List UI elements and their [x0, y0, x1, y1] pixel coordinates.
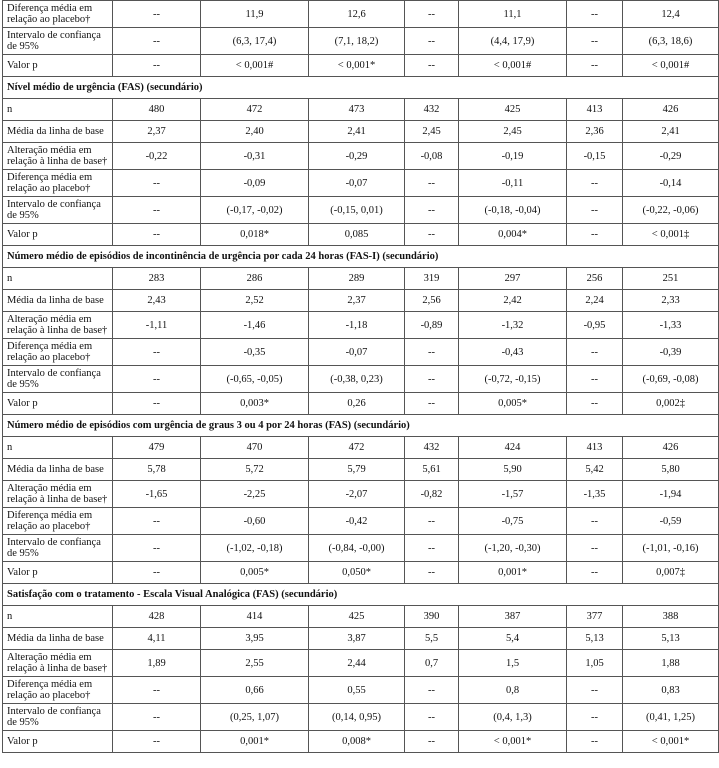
row-label: Média da linha de base — [3, 290, 113, 312]
table-cell: < 0,001* — [309, 55, 405, 77]
table-cell: -- — [567, 55, 623, 77]
table-cell: -- — [113, 366, 201, 393]
table-cell: -- — [567, 677, 623, 704]
table-cell: (0,25, 1,07) — [201, 704, 309, 731]
section-header-row — [3, 415, 719, 437]
table-cell: 377 — [567, 606, 623, 628]
table-cell: 2,45 — [405, 121, 459, 143]
section-title: Número médio de episódios de incontinência de urgência por cada 24 horas (FAS-I) (secundário) — [3, 246, 719, 268]
table-cell: -0,60 — [201, 508, 309, 535]
table-cell: 5,90 — [459, 459, 567, 481]
row-label: Valor p — [3, 55, 113, 77]
table-cell: 425 — [309, 606, 405, 628]
table-cell: 1,88 — [623, 650, 719, 677]
table-cell: -0,11 — [459, 170, 567, 197]
table-cell: 0,66 — [201, 677, 309, 704]
table-cell: -- — [567, 339, 623, 366]
table-cell: 0,005* — [459, 393, 567, 415]
table-cell: -- — [567, 704, 623, 731]
table-cell: -0,29 — [309, 143, 405, 170]
table-cell: -1,11 — [113, 312, 201, 339]
table-cell: -- — [405, 535, 459, 562]
table-cell: -0,31 — [201, 143, 309, 170]
table-cell: -0,19 — [459, 143, 567, 170]
row-label: Diferença média em relação ao placebo† — [3, 677, 113, 704]
table-cell: -0,42 — [309, 508, 405, 535]
table-cell: 5,78 — [113, 459, 201, 481]
table-cell: -0,15 — [567, 143, 623, 170]
table-cell: 2,43 — [113, 290, 201, 312]
section-header-row — [3, 77, 719, 99]
table-cell: 413 — [567, 437, 623, 459]
table-row-intervalo-de-confianca-de-95 — [3, 535, 719, 562]
table-cell: 472 — [201, 99, 309, 121]
table-cell: < 0,001# — [623, 55, 719, 77]
table-cell: -0,95 — [567, 312, 623, 339]
row-label: Média da linha de base — [3, 628, 113, 650]
table-cell: < 0,001# — [459, 55, 567, 77]
table-cell: -- — [113, 393, 201, 415]
table-cell: -- — [567, 1, 623, 28]
table-cell: (-0,15, 0,01) — [309, 197, 405, 224]
table-cell: (-0,38, 0,23) — [309, 366, 405, 393]
section-title: Satisfação com o tratamento - Escala Visual Analógica (FAS) (secundário) — [3, 584, 719, 606]
table-cell: < 0,001# — [201, 55, 309, 77]
table-row-alteracao-media-em-relacao-a-linha-de-base — [3, 650, 719, 677]
table-cell: (-0,69, -0,08) — [623, 366, 719, 393]
table-cell: (7,1, 18,2) — [309, 28, 405, 55]
results-table — [2, 0, 719, 753]
table-cell: -1,18 — [309, 312, 405, 339]
table-cell: -0,39 — [623, 339, 719, 366]
table-cell: -1,57 — [459, 481, 567, 508]
table-cell: 388 — [623, 606, 719, 628]
table-cell: 428 — [113, 606, 201, 628]
table-cell: 251 — [623, 268, 719, 290]
section-title: Número médio de episódios com urgência de graus 3 ou 4 por 24 horas (FAS) (secundário) — [3, 415, 719, 437]
table-row-media-da-linha-de-base — [3, 459, 719, 481]
table-cell: -0,09 — [201, 170, 309, 197]
table-cell: 11,1 — [459, 1, 567, 28]
table-cell: 12,6 — [309, 1, 405, 28]
table-cell: -- — [567, 28, 623, 55]
row-label: Alteração média em relação à linha de base† — [3, 143, 113, 170]
table-cell: 1,05 — [567, 650, 623, 677]
table-cell: 283 — [113, 268, 201, 290]
row-label: n — [3, 268, 113, 290]
table-cell: 2,55 — [201, 650, 309, 677]
table-cell: 432 — [405, 437, 459, 459]
table-body — [3, 1, 719, 753]
table-cell: 3,95 — [201, 628, 309, 650]
table-cell: 390 — [405, 606, 459, 628]
table-row-diferenca-media-em-relacao-ao-placebo — [3, 339, 719, 366]
table-row-diferenca-media-em-relacao-ao-placebo — [3, 170, 719, 197]
table-cell: (0,14, 0,95) — [309, 704, 405, 731]
table-cell: -- — [113, 562, 201, 584]
table-cell: < 0,001* — [623, 731, 719, 753]
table-cell: -- — [567, 366, 623, 393]
table-row-intervalo-de-confianca-de-95 — [3, 704, 719, 731]
table-cell: 414 — [201, 606, 309, 628]
section-header-row — [3, 246, 719, 268]
table-cell: -0,22 — [113, 143, 201, 170]
row-label: Diferença média em relação ao placebo† — [3, 508, 113, 535]
table-cell: (-0,72, -0,15) — [459, 366, 567, 393]
table-cell: -- — [405, 393, 459, 415]
table-cell: -- — [405, 366, 459, 393]
table-cell: -- — [405, 224, 459, 246]
table-row-n — [3, 268, 719, 290]
table-cell: 0,002‡ — [623, 393, 719, 415]
table-cell: -- — [113, 731, 201, 753]
table-cell: 0,7 — [405, 650, 459, 677]
table-cell: -- — [405, 731, 459, 753]
table-cell: -1,33 — [623, 312, 719, 339]
table-cell: -- — [405, 1, 459, 28]
table-cell: (0,4, 1,3) — [459, 704, 567, 731]
table-cell: -- — [405, 28, 459, 55]
table-cell: 2,42 — [459, 290, 567, 312]
table-cell: -- — [567, 731, 623, 753]
table-cell: -1,65 — [113, 481, 201, 508]
table-cell: 0,085 — [309, 224, 405, 246]
table-row-n — [3, 99, 719, 121]
table-cell: 2,36 — [567, 121, 623, 143]
table-cell: -- — [405, 339, 459, 366]
table-cell: (0,41, 1,25) — [623, 704, 719, 731]
table-cell: -- — [567, 562, 623, 584]
table-cell: 0,004* — [459, 224, 567, 246]
table-cell: 3,87 — [309, 628, 405, 650]
row-label: Intervalo de confiança de 95% — [3, 704, 113, 731]
table-cell: 426 — [623, 99, 719, 121]
table-row-valor-p — [3, 224, 719, 246]
table-cell: -- — [405, 170, 459, 197]
table-row-intervalo-de-confianca-de-95 — [3, 28, 719, 55]
table-cell: -- — [405, 562, 459, 584]
table-row-alteracao-media-em-relacao-a-linha-de-base — [3, 143, 719, 170]
table-cell: 0,001* — [201, 731, 309, 753]
row-label: Média da linha de base — [3, 459, 113, 481]
table-cell: 0,007‡ — [623, 562, 719, 584]
row-label: Média da linha de base — [3, 121, 113, 143]
table-cell: -- — [567, 170, 623, 197]
table-cell: -- — [113, 339, 201, 366]
table-cell: 5,61 — [405, 459, 459, 481]
table-cell: 2,45 — [459, 121, 567, 143]
table-cell: 5,79 — [309, 459, 405, 481]
row-label: Diferença média em relação ao placebo† — [3, 1, 113, 28]
table-cell: 0,001* — [459, 562, 567, 584]
table-cell: -0,07 — [309, 339, 405, 366]
table-row-diferenca-media-em-relacao-ao-placebo — [3, 677, 719, 704]
table-cell: 5,5 — [405, 628, 459, 650]
table-cell: 479 — [113, 437, 201, 459]
table-cell: 413 — [567, 99, 623, 121]
table-cell: 12,4 — [623, 1, 719, 28]
table-cell: -- — [113, 535, 201, 562]
row-label: Valor p — [3, 562, 113, 584]
table-cell: -1,94 — [623, 481, 719, 508]
table-row-media-da-linha-de-base — [3, 290, 719, 312]
table-row-diferenca-media-em-relacao-ao-placebo — [3, 1, 719, 28]
table-cell: -- — [405, 55, 459, 77]
table-cell: -- — [405, 197, 459, 224]
table-cell: 0,018* — [201, 224, 309, 246]
table-cell: 480 — [113, 99, 201, 121]
table-cell: 0,008* — [309, 731, 405, 753]
row-label: Alteração média em relação à linha de base† — [3, 650, 113, 677]
table-cell: -- — [405, 704, 459, 731]
table-cell: (-0,22, -0,06) — [623, 197, 719, 224]
table-cell: (6,3, 18,6) — [623, 28, 719, 55]
table-cell: (-0,84, -0,00) — [309, 535, 405, 562]
table-cell: 2,40 — [201, 121, 309, 143]
table-cell: 0,83 — [623, 677, 719, 704]
table-cell: 5,80 — [623, 459, 719, 481]
table-cell: 2,24 — [567, 290, 623, 312]
table-cell: 470 — [201, 437, 309, 459]
table-cell: -- — [567, 393, 623, 415]
table-cell: 0,050* — [309, 562, 405, 584]
row-label: n — [3, 606, 113, 628]
section-title: Nível médio de urgência (FAS) (secundário) — [3, 77, 719, 99]
table-cell: -- — [567, 535, 623, 562]
row-label: Valor p — [3, 393, 113, 415]
table-cell: 0,8 — [459, 677, 567, 704]
table-cell: 424 — [459, 437, 567, 459]
table-cell: 473 — [309, 99, 405, 121]
table-row-intervalo-de-confianca-de-95 — [3, 197, 719, 224]
table-cell: (-1,20, -0,30) — [459, 535, 567, 562]
table-cell: 2,56 — [405, 290, 459, 312]
table-cell: -0,89 — [405, 312, 459, 339]
row-label: Valor p — [3, 731, 113, 753]
table-cell: (-0,18, -0,04) — [459, 197, 567, 224]
table-cell: 5,13 — [567, 628, 623, 650]
table-cell: 0,005* — [201, 562, 309, 584]
table-cell: -- — [113, 1, 201, 28]
table-cell: -0,14 — [623, 170, 719, 197]
table-cell: -- — [113, 508, 201, 535]
row-label: Intervalo de confiança de 95% — [3, 28, 113, 55]
table-cell: (-1,02, -0,18) — [201, 535, 309, 562]
row-label: Diferença média em relação ao placebo† — [3, 170, 113, 197]
table-cell: -- — [567, 508, 623, 535]
table-cell: -0,29 — [623, 143, 719, 170]
table-row-n — [3, 437, 719, 459]
table-cell: -- — [567, 224, 623, 246]
table-row-intervalo-de-confianca-de-95 — [3, 366, 719, 393]
table-cell: (-1,01, -0,16) — [623, 535, 719, 562]
table-row-alteracao-media-em-relacao-a-linha-de-base — [3, 312, 719, 339]
table-row-n — [3, 606, 719, 628]
table-cell: 2,41 — [623, 121, 719, 143]
table-cell: -- — [113, 704, 201, 731]
table-row-valor-p — [3, 562, 719, 584]
table-cell: 472 — [309, 437, 405, 459]
table-cell: -- — [405, 677, 459, 704]
table-cell: -- — [113, 28, 201, 55]
table-cell: 5,4 — [459, 628, 567, 650]
table-row-valor-p — [3, 393, 719, 415]
table-cell: 5,13 — [623, 628, 719, 650]
table-cell: -1,35 — [567, 481, 623, 508]
table-cell: < 0,001‡ — [623, 224, 719, 246]
table-cell: -1,32 — [459, 312, 567, 339]
table-cell: 0,55 — [309, 677, 405, 704]
table-cell: -1,46 — [201, 312, 309, 339]
table-cell: 289 — [309, 268, 405, 290]
table-cell: 286 — [201, 268, 309, 290]
table-cell: 2,44 — [309, 650, 405, 677]
row-label: n — [3, 99, 113, 121]
row-label: Intervalo de confiança de 95% — [3, 366, 113, 393]
row-label: Valor p — [3, 224, 113, 246]
table-cell: -0,82 — [405, 481, 459, 508]
table-cell: 5,72 — [201, 459, 309, 481]
table-cell: -- — [113, 170, 201, 197]
table-cell: 0,003* — [201, 393, 309, 415]
row-label: Alteração média em relação à linha de base† — [3, 312, 113, 339]
table-cell: 1,89 — [113, 650, 201, 677]
table-cell: -- — [113, 197, 201, 224]
table-cell: 0,26 — [309, 393, 405, 415]
table-cell: -0,35 — [201, 339, 309, 366]
row-label: Alteração média em relação à linha de base† — [3, 481, 113, 508]
table-cell: 2,52 — [201, 290, 309, 312]
table-cell: -0,43 — [459, 339, 567, 366]
table-cell: 425 — [459, 99, 567, 121]
table-row-media-da-linha-de-base — [3, 121, 719, 143]
table-cell: 387 — [459, 606, 567, 628]
table-row-media-da-linha-de-base — [3, 628, 719, 650]
table-cell: 4,11 — [113, 628, 201, 650]
table-cell: 5,42 — [567, 459, 623, 481]
table-cell: -2,07 — [309, 481, 405, 508]
table-cell: -0,07 — [309, 170, 405, 197]
section-header-row — [3, 584, 719, 606]
table-cell: 2,37 — [309, 290, 405, 312]
table-cell: -- — [113, 677, 201, 704]
table-cell: 2,41 — [309, 121, 405, 143]
table-cell: (4,4, 17,9) — [459, 28, 567, 55]
table-cell: 297 — [459, 268, 567, 290]
table-cell: -- — [113, 224, 201, 246]
table-cell: 1,5 — [459, 650, 567, 677]
table-cell: -0,08 — [405, 143, 459, 170]
table-cell: -0,75 — [459, 508, 567, 535]
table-row-diferenca-media-em-relacao-ao-placebo — [3, 508, 719, 535]
table-cell: 432 — [405, 99, 459, 121]
table-cell: -2,25 — [201, 481, 309, 508]
table-cell: 2,33 — [623, 290, 719, 312]
table-cell: (-0,17, -0,02) — [201, 197, 309, 224]
table-cell: -- — [405, 508, 459, 535]
table-cell: 11,9 — [201, 1, 309, 28]
table-cell: 319 — [405, 268, 459, 290]
table-row-valor-p — [3, 731, 719, 753]
row-label: Intervalo de confiança de 95% — [3, 197, 113, 224]
table-row-valor-p — [3, 55, 719, 77]
table-cell: (6,3, 17,4) — [201, 28, 309, 55]
table-cell: (-0,65, -0,05) — [201, 366, 309, 393]
row-label: Intervalo de confiança de 95% — [3, 535, 113, 562]
table-cell: 256 — [567, 268, 623, 290]
row-label: n — [3, 437, 113, 459]
table-cell: -- — [567, 197, 623, 224]
table-row-alteracao-media-em-relacao-a-linha-de-base — [3, 481, 719, 508]
row-label: Diferença média em relação ao placebo† — [3, 339, 113, 366]
table-cell: -0,59 — [623, 508, 719, 535]
table-cell: 2,37 — [113, 121, 201, 143]
table-cell: -- — [113, 55, 201, 77]
table-cell: 426 — [623, 437, 719, 459]
table-cell: < 0,001* — [459, 731, 567, 753]
